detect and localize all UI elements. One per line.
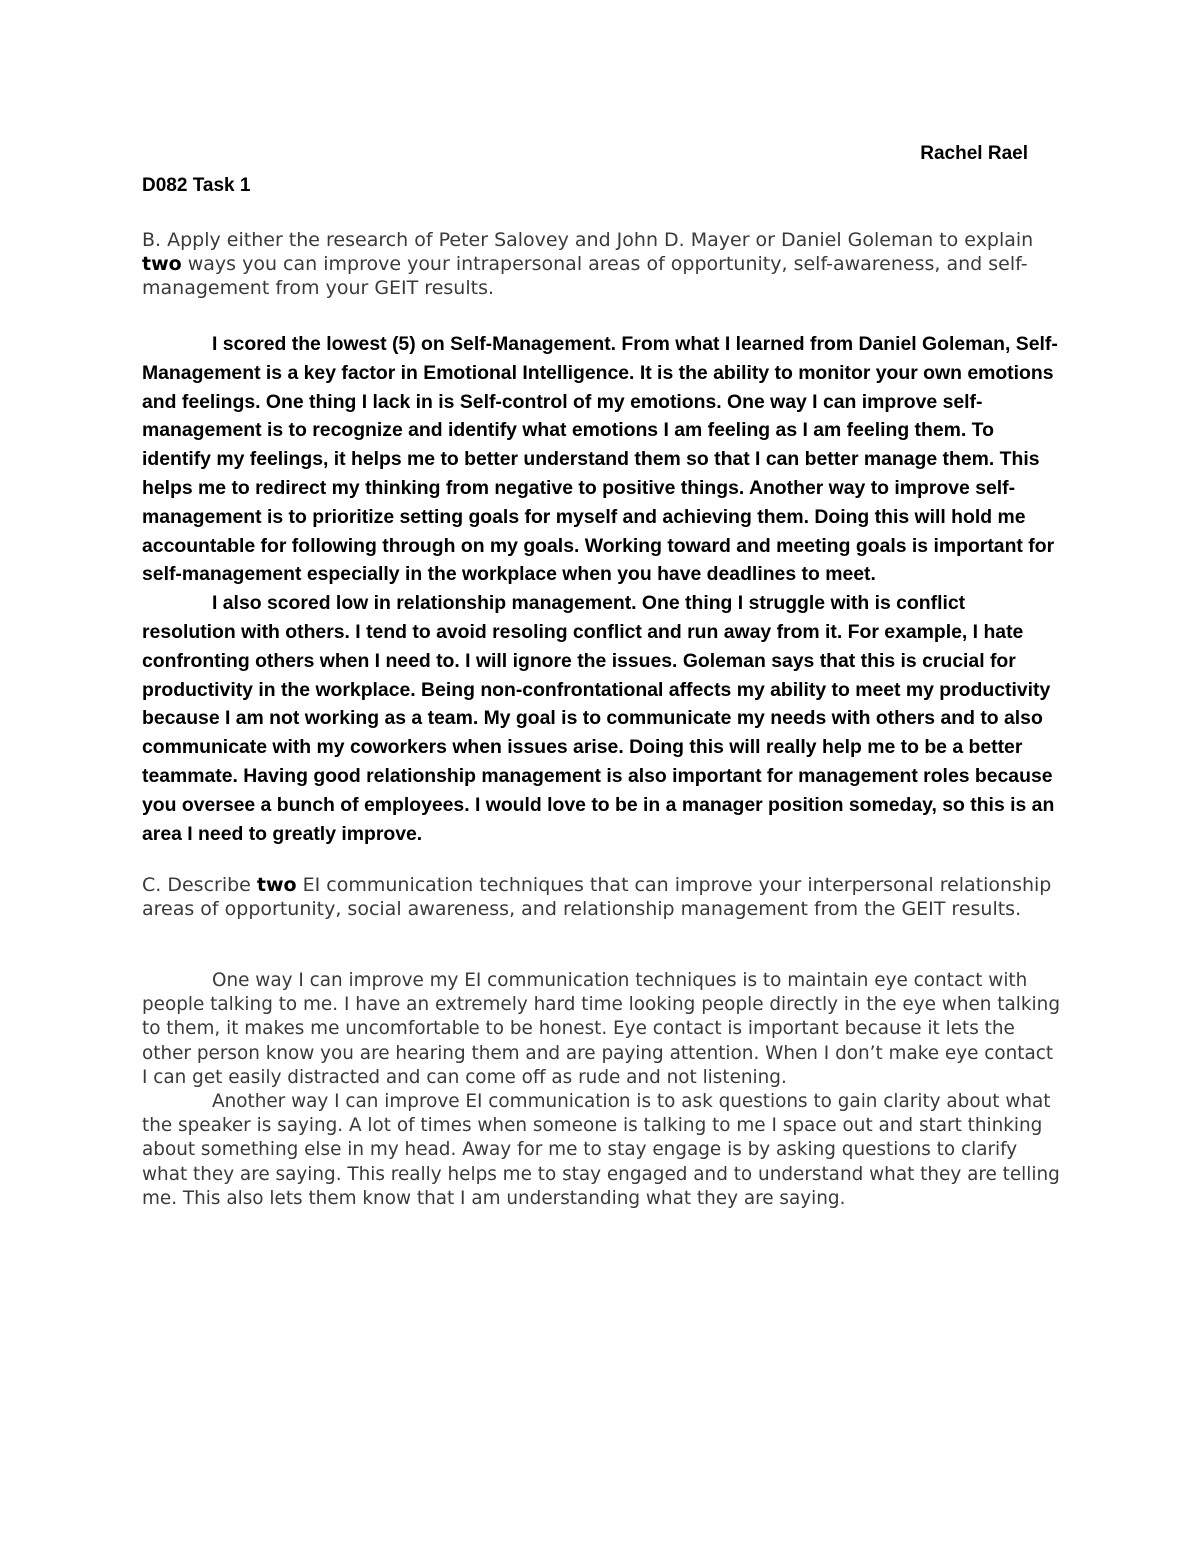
section-c-prompt-suffix: EI communication techniques that can improve your interpersonal relationship areas of opportunity, social awareness, and relationship management from the GEIT results.: [142, 874, 1052, 920]
section-b-prompt-prefix: B. Apply either the research of Peter Salovey and John D. Mayer or Daniel Goleman to explain: [142, 229, 1034, 251]
author-name: Rachel Rael: [920, 143, 1028, 164]
section-c-prompt: [142, 873, 1062, 921]
section-b-paragraph-2: I also scored low in relationship management. One thing I struggle with is conflict resolution with others. I tend to avoid resoling conflict and run away from it. For example, I hate confronting others when I need to. I will ignore the issues. Goleman says that this is crucial for productivity in the workplace. Being non-confrontational affects my ability to meet my productivity because I am not working as a team. My goal is to communicate my needs with others and to also communicate with my coworkers when issues arise. Doing this will really help me to be a better teammate. Having good relationship management is also important for management roles because you oversee a bunch of employees. I would love to be in a manager position someday, so this is an area I need to greatly improve.: [142, 592, 1055, 845]
document-title: D082 Task 1: [142, 175, 251, 196]
section-b-prompt: [142, 228, 1062, 300]
section-c-prompt-emphasis: two: [256, 874, 297, 896]
section-c-answer: [142, 969, 1062, 1211]
section-b-paragraph-1: I scored the lowest (5) on Self-Management. From what I learned from Daniel Goleman, Self-Management is a key factor in Emotional Intelligence. It is the ability to monitor your own emotions and feelings. One thing I lack in is Self-control of my emotions. One way I can improve self-management is to recognize and identify what emotions I am feeling as I am feeling them. To identify my feelings, it helps me to better understand them so that I can better manage them. This helps me to redirect my thinking from negative to positive things. Another way to improve self-management is to prioritize setting goals for myself and achieving them. Doing this will hold me accountable for following through on my goals. Working toward and meeting goals is important for self-management especially in the workplace when you have deadlines to meet.: [142, 333, 1058, 586]
section-b-prompt-emphasis: two: [142, 253, 182, 275]
section-c-paragraph-2: Another way I can improve EI communication is to ask questions to gain clarity about what the speaker is saying. A lot of times when someone is talking to me I space out and start thinking about something else in my head. Away for me to stay engage is by asking questions to clarify what they are saying. This really helps me to stay engaged and to understand what they are telling me. This also lets them know that I am understanding what they are saying.: [142, 1091, 1060, 1209]
section-c-paragraph-1: One way I can improve my EI communication techniques is to maintain eye contact with people talking to me. I have an extremely hard time looking people directly in the eye when talking to them, it makes me uncomfortable to be honest. Eye contact is important because it lets the other person know you are hearing them and are paying attention. When I don’t make eye contact I can get easily distracted and can come off as rude and not listening.: [142, 970, 1060, 1088]
section-c-prompt-prefix: C. Describe: [142, 874, 257, 896]
section-b-answer: [142, 330, 1062, 848]
section-b-prompt-suffix: ways you can improve your intrapersonal areas of opportunity, self-awareness, and self-management from your GEIT results.: [142, 253, 1028, 299]
